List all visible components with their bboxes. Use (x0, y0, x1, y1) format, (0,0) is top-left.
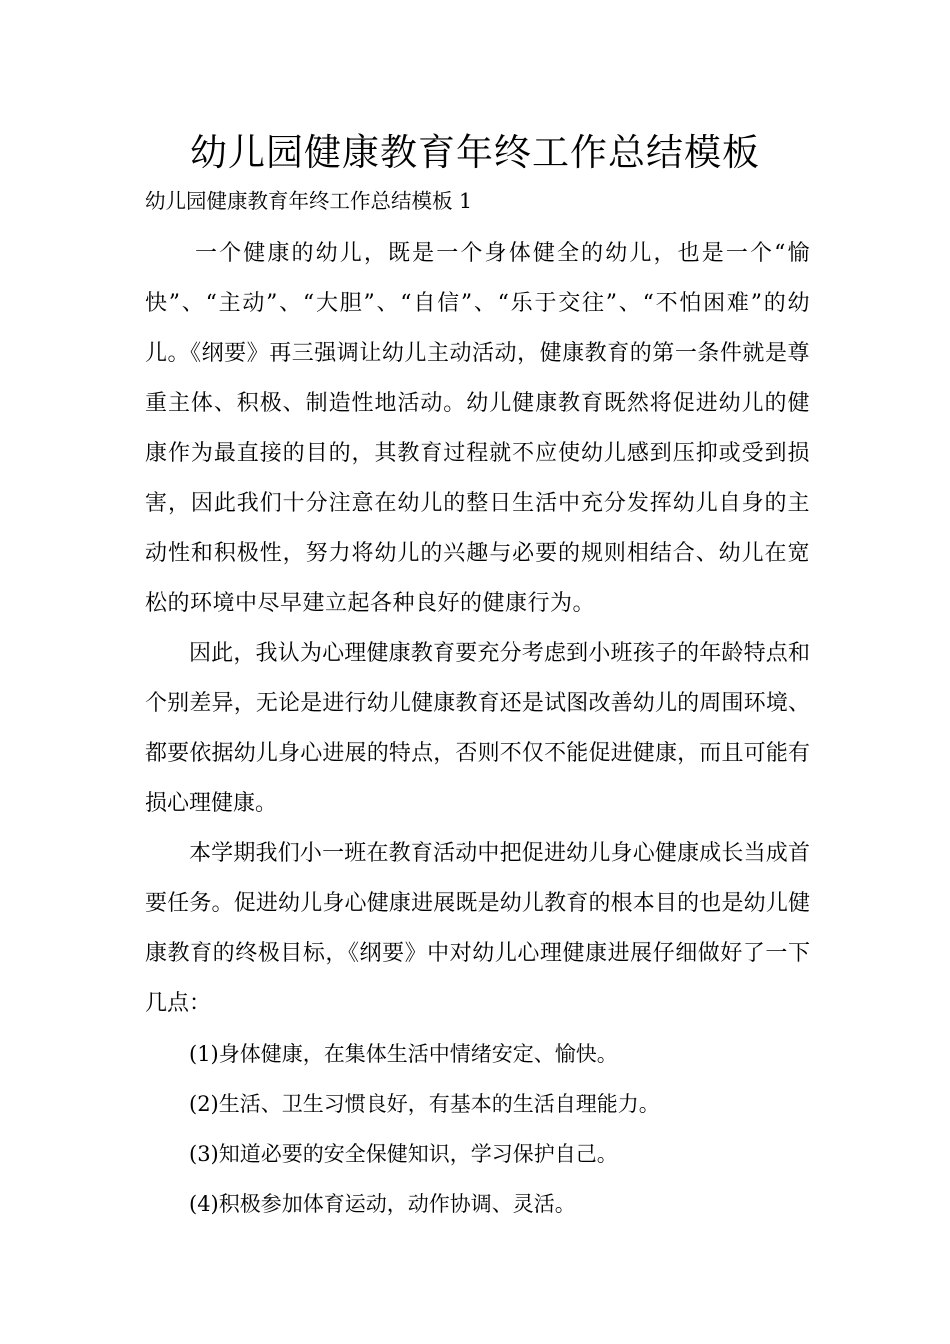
document-body (145, 229, 810, 1229)
list-item: (1)身体健康，在集体生活中情绪安定、愉快。 (189, 1042, 618, 1066)
document-subtitle: 幼儿园健康教育年终工作总结模板 1 (145, 189, 473, 213)
paragraph-3: 本学期我们小一班在教育活动中把促进幼儿身心健康成长当成首要任务。促进幼儿身心健康进展既是幼儿教育的根本目的也是幼儿健康教育的终极目标，《纲要》中对幼儿心理健康进展仔细做好了一下几点： (145, 841, 810, 1016)
list-item: (4)积极参加体育运动，动作协调、灵活。 (189, 1192, 576, 1216)
document-title: 幼儿园健康教育年终工作总结模板 (190, 131, 760, 174)
goal-list (145, 1029, 810, 1229)
list-item: (3)知道必要的安全保健知识，学习保护自己。 (189, 1142, 618, 1166)
paragraph-2: 因此，我认为心理健康教育要充分考虑到小班孩子的年龄特点和个别差异，无论是进行幼儿健康教育还是试图改善幼儿的周围环境、都要依据幼儿身心进展的特点，否则不仅不能促进健康，而且可能有损心理健康。 (145, 641, 810, 816)
paragraph-1: 一个健康的幼儿，既是一个身体健全的幼儿，也是一个“愉快”、“主动”、“大胆”、“自信”、“乐于交往”、“不怕困难”的幼儿。《纲要》再三强调让幼儿主动活动，健康教育的第一条件就是尊重主体、积极、制造性地活动。幼儿健康教育既然将促进幼儿的健康作为最直接的目的，其教育过程就不应使幼儿感到压抑或受到损害，因此我们十分注意在幼儿的整日生活中充分发挥幼儿自身的主动性和积极性，努力将幼儿的兴趣与必要的规则相结合、幼儿在宽松的环境中尽早建立起各种良好的健康行为。 (145, 241, 810, 616)
list-item: (2)生活、卫生习惯良好，有基本的生活自理能力。 (189, 1092, 660, 1116)
